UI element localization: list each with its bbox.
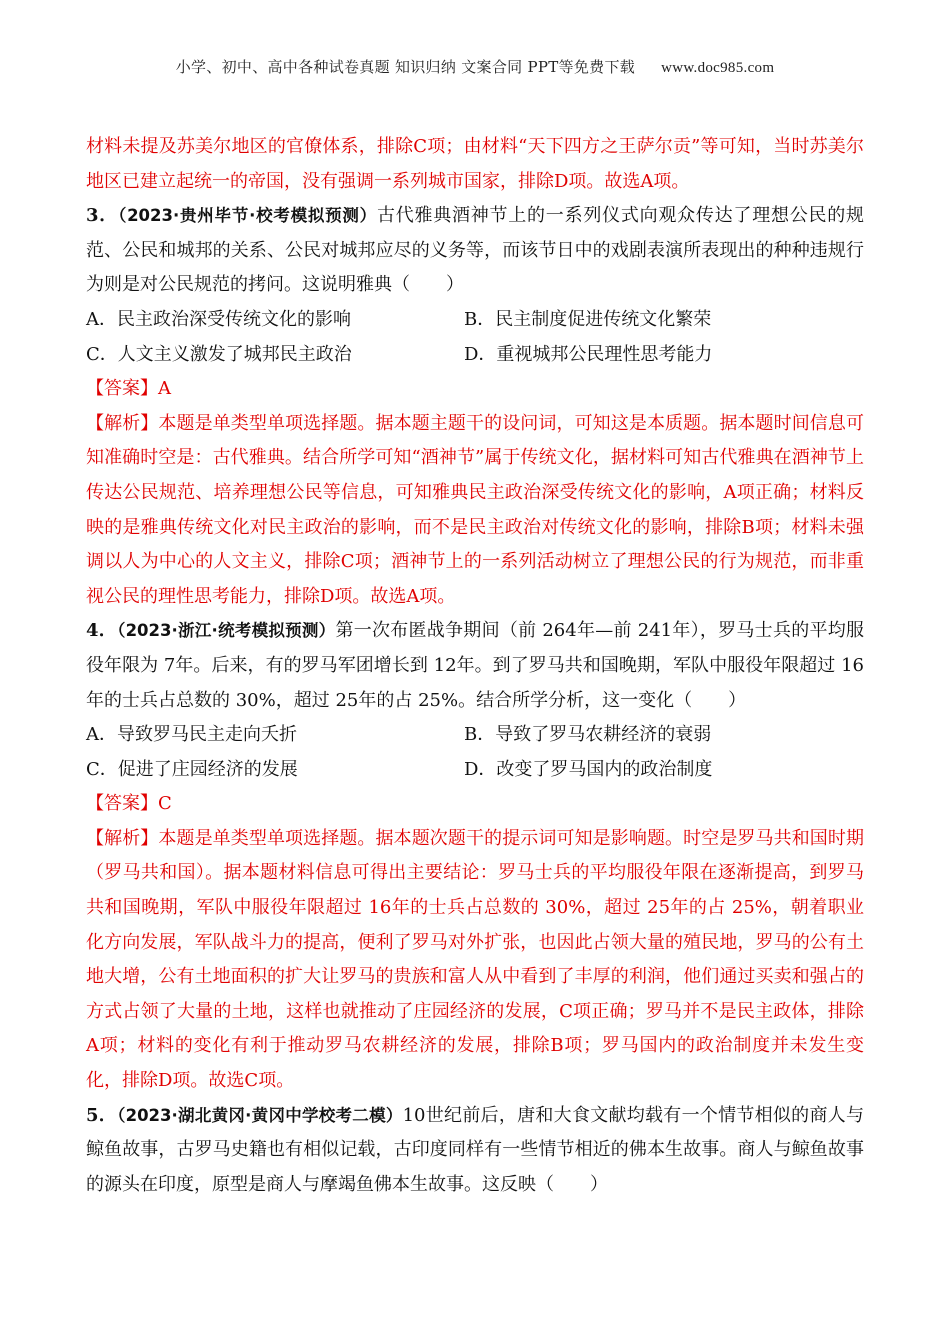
q3-options-row-1 <box>86 303 864 338</box>
q5-source: （2023·湖北黄冈·黄冈中学校考二模） <box>117 1105 403 1125</box>
q3-stem-para <box>86 199 864 303</box>
q5-number: 5． <box>86 1104 118 1126</box>
q4-option-d: D．改变了罗马国内的政治制度 <box>464 758 713 780</box>
question-3 <box>86 199 864 614</box>
q4-answer: 【答案】C <box>86 793 172 815</box>
q4-options-row-1 <box>86 718 864 753</box>
q4-options-row-2 <box>86 753 864 788</box>
question-5 <box>86 1099 864 1203</box>
q3-answer: 【答案】A <box>86 378 171 400</box>
q4-number: 4． <box>86 620 118 642</box>
header-site: www.doc985.com <box>661 60 775 76</box>
prev-explanation: 材料未提及苏美尔地区的官僚体系，排除C项；由材料“天下四方之王萨尔贡”等可知，当时苏美尔地区已建立起统一的帝国，没有强调一系列城市国家，排除D项。故选A项。 <box>86 136 864 192</box>
q4-stem: 第一次布匿战争期间（前 264年—前 241年），罗马士兵的平均服役年限为 7年。后来，有的罗马军团增长到 12年。到了罗马共和国晚期，军队中服役年限超过 16年的士兵占总数的 30%，超过 25年的占 25%。结合所学分析，这一变化（ ） <box>86 620 865 711</box>
q5-stem: 10世纪前后，唐和大食文献均载有一个情节相似的商人与鲸鱼故事，古罗马史籍也有相似记载，古印度同样有一些情节相近的佛本生故事。商人与鲸鱼故事的源头在印度，原型是商人与摩竭鱼佛本生故事。这反映（ ） <box>86 1104 864 1195</box>
q4-option-a: A．导致罗马民主走向夭折 <box>86 724 297 746</box>
page-header <box>0 56 950 77</box>
q3-option-a: A．民主政治深受传统文化的影响 <box>86 308 351 330</box>
q3-option-d: D．重视城邦公民理性思考能力 <box>464 343 713 365</box>
q3-source: （2023·贵州毕节·校考模拟预测） <box>118 206 377 226</box>
q4-option-b: B．导致了罗马农耕经济的衰弱 <box>464 724 712 746</box>
q3-option-b: B．民主制度促进传统文化繁荣 <box>464 308 712 330</box>
q5-stem-para <box>86 1099 864 1203</box>
q4-explanation: 【解析】本题是单类型单项选择题。据本题次题干的提示词可知是影响题。时空是罗马共和国时期（罗马共和国）。据本题材料信息可得出主要结论：罗马士兵的平均服役年限在逐渐提高，到罗马共和国晚期，军队中服役年限超过 16年的士兵占总数的 30%，超过 25年的占 25%，朝着职业化方向发展，军队战斗力的提高，便利了罗马对外扩张，也因此占领大量的殖民地，罗马的公有土地大增，公有土地面积的扩大让罗马的贵族和富人从中看到了丰厚的利润，他们通过买卖和强占的方式占领了大量的土地，这样也就推动了庄园经济的发展，C项正确；罗马并不是民主政体，排除A项；材料的变化有利于推动罗马农耕经济的发展，排除B项；罗马国内的政治制度并未发生变化，排除D项。故选C项。 <box>86 827 864 1092</box>
q3-number: 3． <box>86 205 119 227</box>
q4-source: （2023·浙江·统考模拟预测） <box>117 621 336 641</box>
header-title: 小学、初中、高中各种试卷真题 知识归纳 文案合同 PPT等免费下载 <box>175 58 636 76</box>
q3-options-row-2 <box>86 338 864 373</box>
q4-stem-para <box>86 614 864 718</box>
question-4 <box>86 614 864 1098</box>
q3-option-c: C．人文主义激发了城邦民主政治 <box>86 343 352 365</box>
q4-option-c: C．促进了庄园经济的发展 <box>86 758 298 780</box>
document-body <box>86 130 864 1202</box>
q3-stem: 古代雅典酒神节上的一系列仪式向观众传达了理想公民的规范、公民和城邦的关系、公民对城邦应尽的义务等，而该节日中的戏剧表演所表现出的种种违规行为则是对公民规范的拷问。这说明雅典（ ） <box>86 205 865 296</box>
q3-explanation: 【解析】本题是单类型单项选择题。据本题主题干的设问词，可知这是本质题。据本题时间信息可知准确时空是：古代雅典。结合所学可知“酒神节”属于传统文化，据材料可知古代雅典在酒神节上传达公民规范、培养理想公民等信息，可知雅典民主政治深受传统文化的影响，A项正确；材料反映的是雅典传统文化对民主政治的影响，而不是民主政治对传统文化的影响，排除B项；材料未强调以人为中心的人文主义，排除C项；酒神节上的一系列活动树立了理想公民的行为规范，而非重视公民的理性思考能力，排除D项。故选A项。 <box>86 412 864 607</box>
